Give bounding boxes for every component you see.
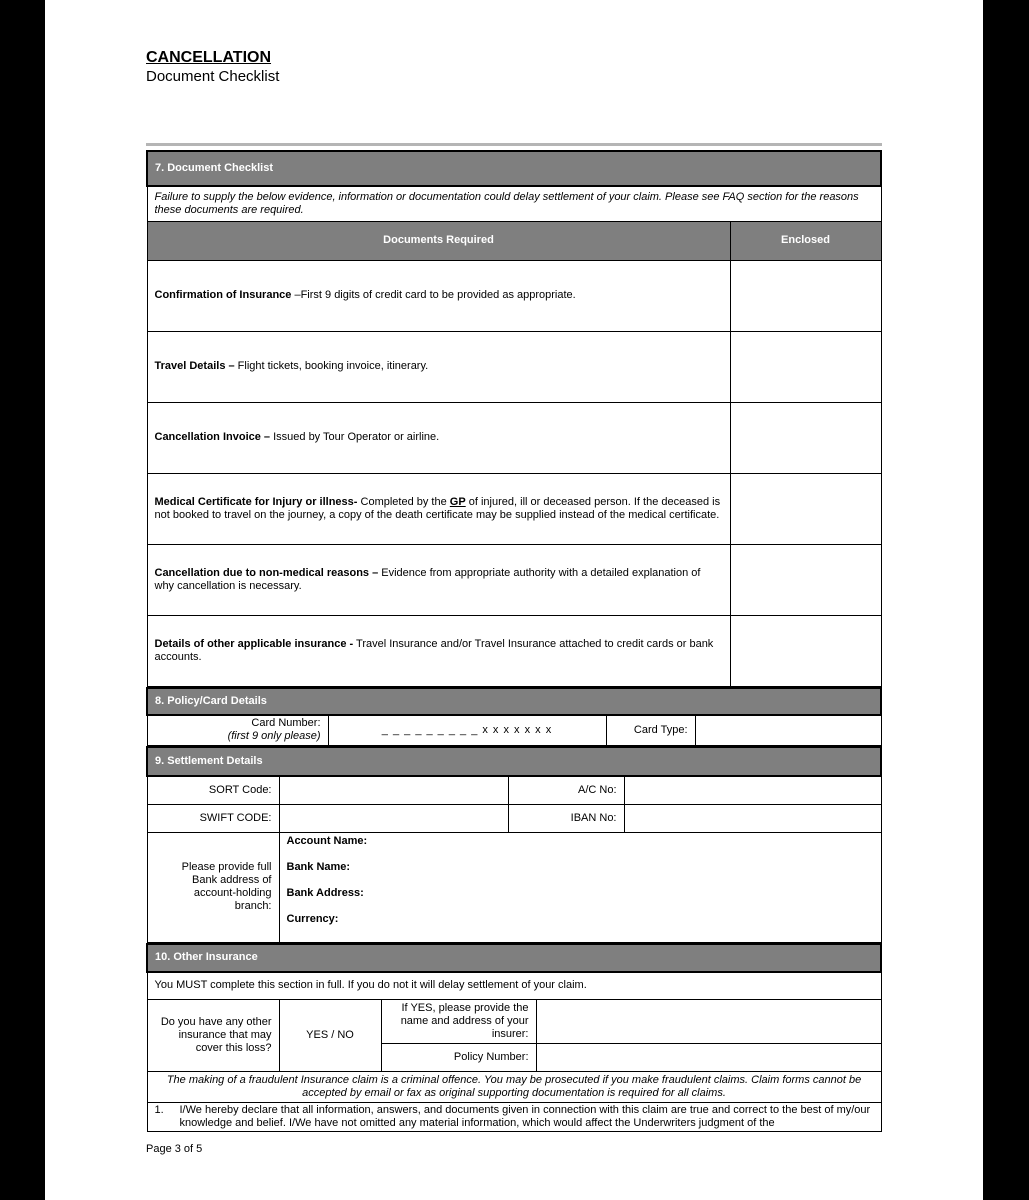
bank-details-input[interactable] [279,832,881,942]
ac-no-label: A/C No: [508,776,624,804]
page-subtitle: Document Checklist [146,68,280,85]
enclosed-checkbox-other-insurance[interactable] [730,615,881,686]
declaration-number: 1. [154,1104,164,1116]
doc-item-title: Confirmation of Insurance [154,289,292,301]
enclosed-checkbox-medical-certificate[interactable] [730,473,881,544]
page-number: Page 3 of 5 [146,1143,203,1155]
currency-label: Currency: [286,912,339,925]
doc-item-text: Travel Insurance and/or Travel Insurance attached to credit cards or bank accounts. [154,637,714,663]
section-10-notice: You MUST complete this section in full. If you do not it will delay settlement of your claim. [147,972,881,1000]
other-insurance-question: Do you have any other insurance that may cover this loss? [147,1000,279,1072]
section-7-header: 7. Document Checklist [147,151,881,186]
enclosed-header: Enclosed [730,221,881,260]
bank-address-prompt: Please provide full Bank address of account-holding branch: [147,832,279,942]
policy-number-label: Policy Number: [381,1044,536,1072]
yes-no-answer[interactable]: YES / NO [279,1000,381,1072]
fraud-warning: The making of a fraudulent Insurance claim is a criminal offence. You may be prosecuted if you make fraudulent claims. Claim forms cannot be accepted by email or fax as original supporting documentation is required for all claims. [147,1072,881,1103]
declaration-text: I/We hereby declare that all information, answers, and documents given in connection with this claim are true and correct to the best of my/our knowledge and belief. I/We have not omitted any material information, which would affect the Underwriters judgment of the [179,1104,871,1129]
bank-address-label: Bank Address: [286,886,364,899]
ac-no-input[interactable] [624,776,881,804]
policy-card-table [146,687,882,747]
settlement-details-table [146,746,882,943]
section-10-header: 10. Other Insurance [147,944,881,972]
card-number-note: (first 9 only please) [227,730,321,743]
document-checklist-table [146,150,882,687]
policy-number-input[interactable] [536,1044,881,1072]
doc-item-title: Medical Certificate for Injury or illness- [154,495,358,508]
doc-item-confirmation [147,260,730,331]
documents-required-header: Documents Required [147,221,730,260]
card-type-input[interactable] [695,715,881,746]
document-page [45,0,983,1200]
insurer-details-label: If YES, please provide the name and address of your insurer: [381,1000,536,1044]
enclosed-checkbox-travel-details[interactable] [730,331,881,402]
other-insurance-table [146,943,882,1133]
card-number-label [147,715,328,746]
section-9-header: 9. Settlement Details [147,747,881,776]
doc-item-medical-certificate [147,473,730,544]
doc-item-title: Details of other applicable insurance - [154,637,354,650]
doc-item-travel-details [147,331,730,402]
declaration [147,1103,881,1132]
doc-item-text: Issued by Tour Operator or airline. [270,431,440,443]
card-number-input[interactable]: _ _ _ _ _ _ _ _ _ x x x x x x x [328,715,606,746]
doc-item-other-insurance [147,615,730,686]
iban-no-input[interactable] [624,804,881,832]
doc-item-title: Cancellation Invoice – [154,431,271,443]
doc-item-non-medical [147,544,730,615]
doc-item-text: of injured, ill or deceased person. If the deceased is not booked to travel on the journey, a copy of the death certificate may be supplied instead of the medical certificate. [154,495,721,521]
card-type-label: Card Type: [606,715,695,746]
sort-code-input[interactable] [279,776,508,804]
doc-item-title: Travel Details – [154,360,235,372]
section-7-intro: Failure to supply the below evidence, information or documentation could delay settlement of your claim. Please see FAQ section for the reasons these documents are required. [147,186,881,221]
account-name-label: Account Name: [286,834,368,847]
swift-code-label: SWIFT CODE: [147,804,279,832]
sort-code-label: SORT Code: [147,776,279,804]
header-rule [146,143,882,146]
bank-name-label: Bank Name: [286,860,351,873]
insurer-details-input[interactable] [536,1000,881,1044]
enclosed-checkbox-non-medical[interactable] [730,544,881,615]
enclosed-checkbox-confirmation[interactable] [730,260,881,331]
doc-item-text: Flight tickets, booking invoice, itinerary. [234,360,429,372]
doc-item-text: –First 9 digits of credit card to be provided as appropriate. [291,289,576,301]
doc-item-text: Completed by the [357,495,450,508]
doc-item-text: Evidence from appropriate authority with a detailed explanation of why cancellation is necessary. [154,566,701,592]
gp-term: GP [449,495,466,508]
card-number-label-text: Card Number: [251,717,321,730]
section-8-header: 8. Policy/Card Details [147,688,881,715]
swift-code-input[interactable] [279,804,508,832]
claim-form [146,150,880,1132]
page-title: CANCELLATION [146,49,272,66]
doc-item-title: Cancellation due to non-medical reasons – [154,566,379,579]
iban-no-label: IBAN No: [508,804,624,832]
doc-item-cancellation-invoice [147,402,730,473]
enclosed-checkbox-cancellation-invoice[interactable] [730,402,881,473]
